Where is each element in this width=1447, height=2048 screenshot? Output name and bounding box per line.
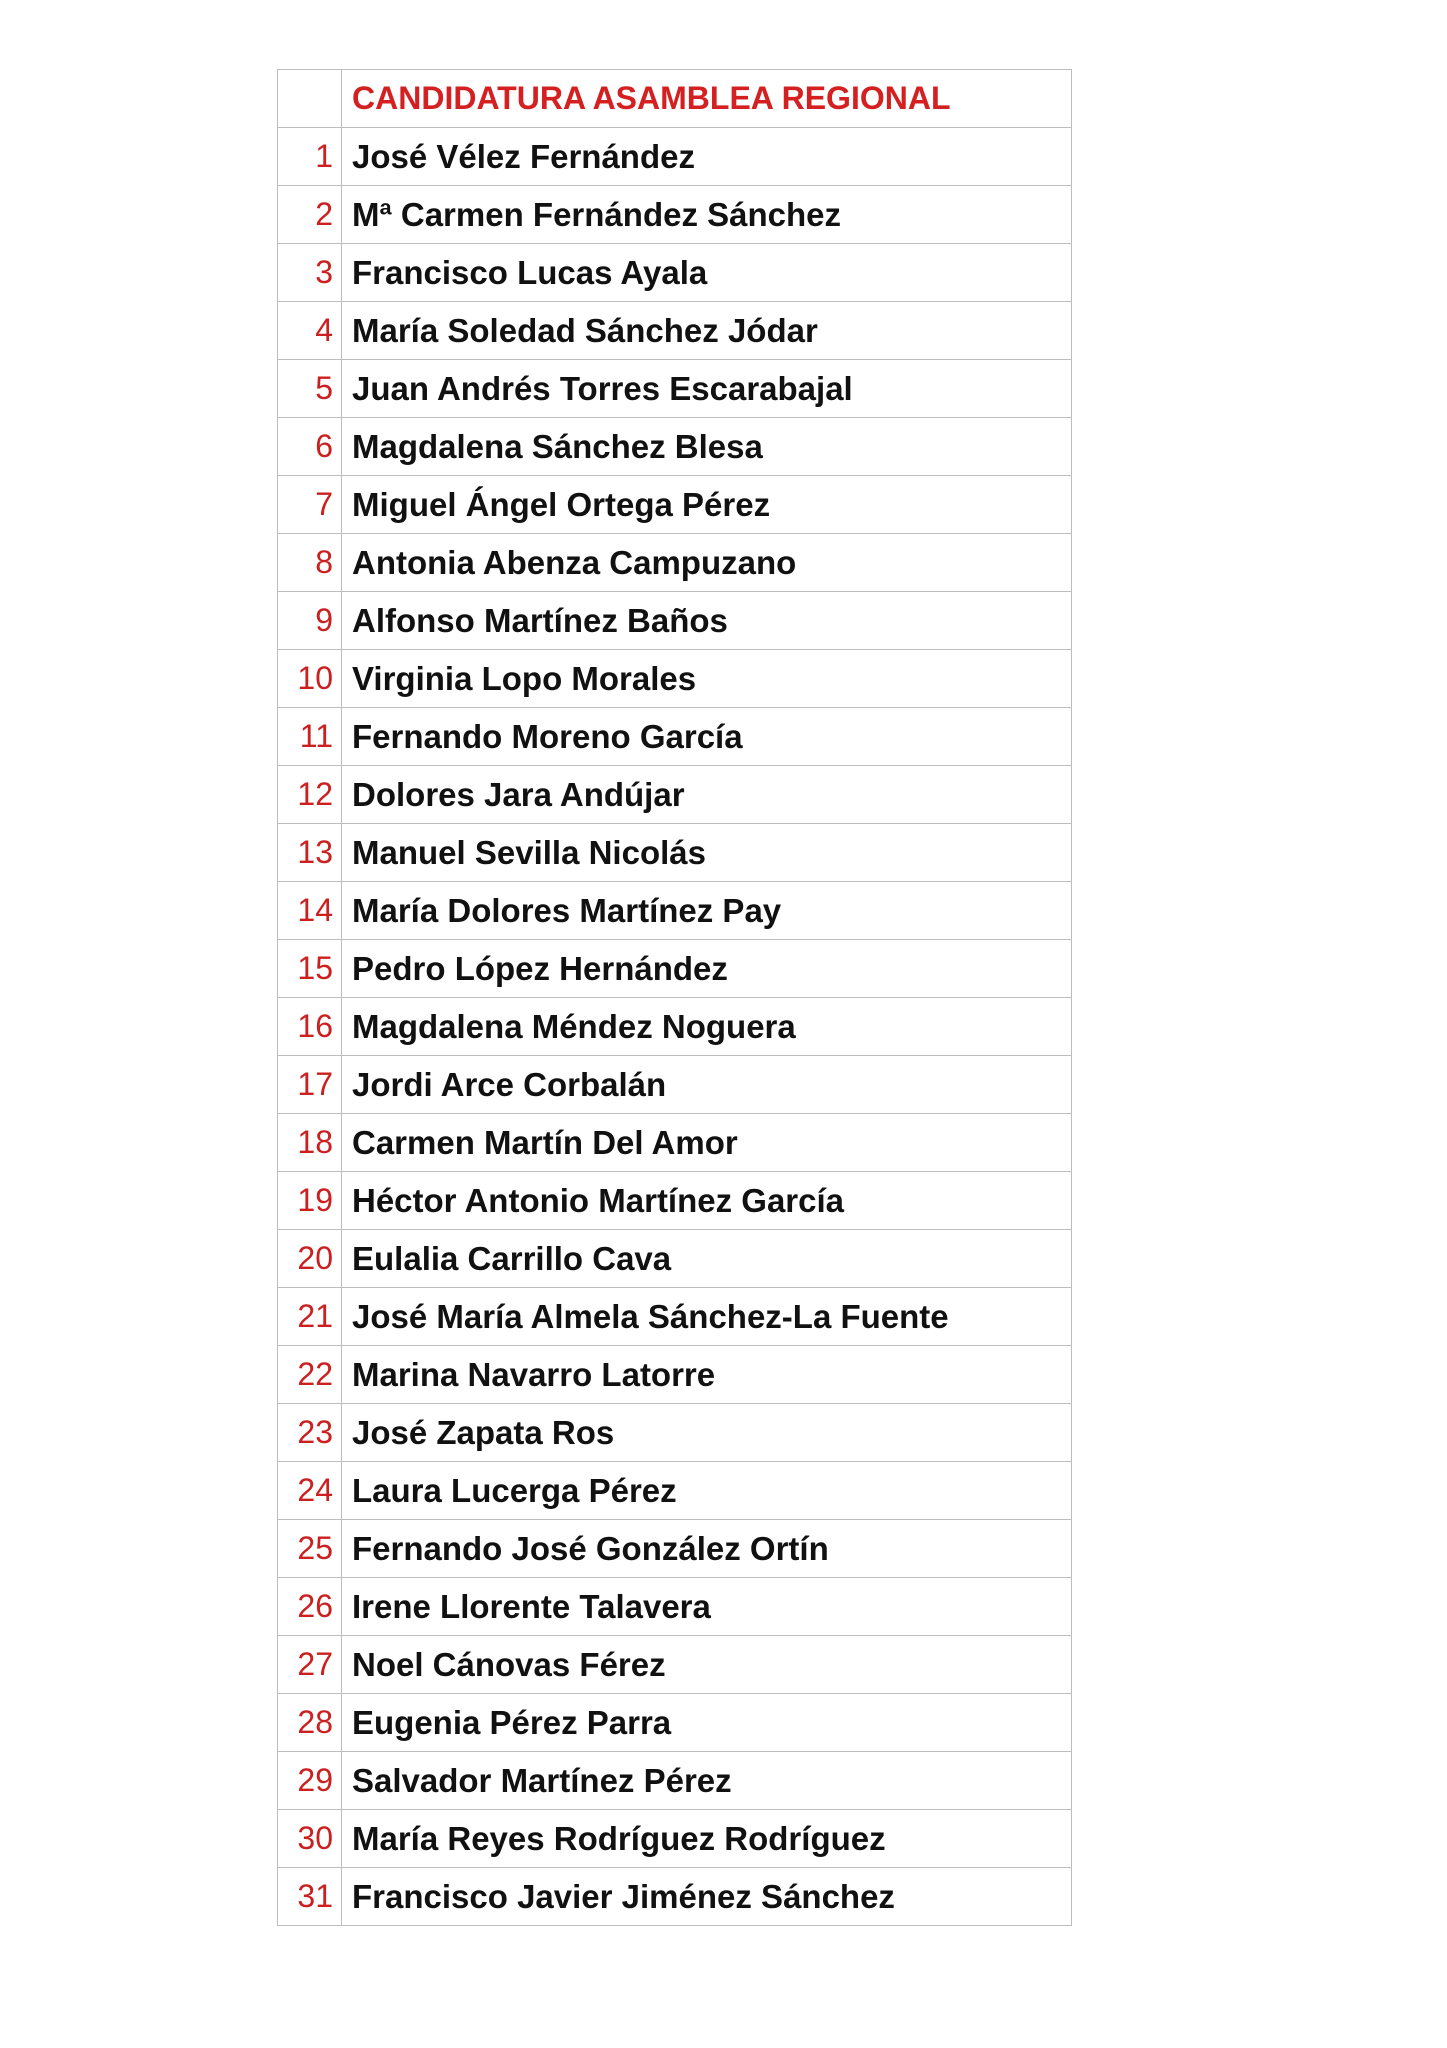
table-row	[278, 1520, 1072, 1578]
candidate-name: Virginia Lopo Morales	[342, 650, 1072, 708]
table-row	[278, 650, 1072, 708]
candidate-number: 27	[278, 1636, 342, 1694]
table-row	[278, 998, 1072, 1056]
table-row	[278, 186, 1072, 244]
candidate-name: Juan Andrés Torres Escarabajal	[342, 360, 1072, 418]
candidate-name: Alfonso Martínez Baños	[342, 592, 1072, 650]
candidates-table	[277, 69, 1072, 1926]
header-number-cell	[278, 70, 342, 128]
candidate-name: Dolores Jara Andújar	[342, 766, 1072, 824]
candidate-name: María Soledad Sánchez Jódar	[342, 302, 1072, 360]
candidate-number: 19	[278, 1172, 342, 1230]
candidate-name: Manuel Sevilla Nicolás	[342, 824, 1072, 882]
candidate-number: 22	[278, 1346, 342, 1404]
candidate-name: Miguel Ángel Ortega Pérez	[342, 476, 1072, 534]
candidate-name: Mª Carmen Fernández Sánchez	[342, 186, 1072, 244]
table-row	[278, 1578, 1072, 1636]
candidate-name: Antonia Abenza Campuzano	[342, 534, 1072, 592]
table-title: CANDIDATURA ASAMBLEA REGIONAL	[342, 70, 1072, 128]
candidate-name: Eulalia Carrillo Cava	[342, 1230, 1072, 1288]
candidate-number: 4	[278, 302, 342, 360]
table-row	[278, 1288, 1072, 1346]
table-row	[278, 418, 1072, 476]
candidate-number: 28	[278, 1694, 342, 1752]
candidate-number: 20	[278, 1230, 342, 1288]
candidate-number: 25	[278, 1520, 342, 1578]
table-row	[278, 1172, 1072, 1230]
candidate-name: Eugenia Pérez Parra	[342, 1694, 1072, 1752]
candidate-number: 13	[278, 824, 342, 882]
candidate-name: Francisco Lucas Ayala	[342, 244, 1072, 302]
candidate-number: 9	[278, 592, 342, 650]
table-row	[278, 1810, 1072, 1868]
table-row	[278, 824, 1072, 882]
candidate-number: 31	[278, 1868, 342, 1926]
candidate-number: 1	[278, 128, 342, 186]
candidate-number: 15	[278, 940, 342, 998]
candidate-number: 11	[278, 708, 342, 766]
header-row	[278, 70, 1072, 128]
candidate-number: 21	[278, 1288, 342, 1346]
candidate-number: 6	[278, 418, 342, 476]
candidate-name: Marina Navarro Latorre	[342, 1346, 1072, 1404]
table-row	[278, 534, 1072, 592]
table-row	[278, 766, 1072, 824]
table-row	[278, 476, 1072, 534]
table-row	[278, 1056, 1072, 1114]
table-row	[278, 128, 1072, 186]
candidate-number: 10	[278, 650, 342, 708]
candidate-name: María Dolores Martínez Pay	[342, 882, 1072, 940]
candidate-number: 24	[278, 1462, 342, 1520]
candidate-name: Noel Cánovas Férez	[342, 1636, 1072, 1694]
table-row	[278, 1462, 1072, 1520]
candidate-name: Magdalena Sánchez Blesa	[342, 418, 1072, 476]
candidate-name: Francisco Javier Jiménez Sánchez	[342, 1868, 1072, 1926]
candidate-number: 2	[278, 186, 342, 244]
candidate-number: 7	[278, 476, 342, 534]
candidate-number: 16	[278, 998, 342, 1056]
candidate-number: 30	[278, 1810, 342, 1868]
table-row	[278, 708, 1072, 766]
candidate-name: José Zapata Ros	[342, 1404, 1072, 1462]
candidate-number: 8	[278, 534, 342, 592]
table-row	[278, 244, 1072, 302]
table-body	[278, 70, 1072, 1926]
candidate-name: Héctor Antonio Martínez García	[342, 1172, 1072, 1230]
candidate-number: 29	[278, 1752, 342, 1810]
candidate-name: José María Almela Sánchez-La Fuente	[342, 1288, 1072, 1346]
table-row	[278, 1636, 1072, 1694]
candidate-name: Salvador Martínez Pérez	[342, 1752, 1072, 1810]
candidate-name: Pedro López Hernández	[342, 940, 1072, 998]
candidate-name: Fernando Moreno García	[342, 708, 1072, 766]
candidate-number: 3	[278, 244, 342, 302]
table-row	[278, 940, 1072, 998]
table-row	[278, 1230, 1072, 1288]
table-row	[278, 592, 1072, 650]
table-row	[278, 360, 1072, 418]
candidate-name: Magdalena Méndez Noguera	[342, 998, 1072, 1056]
table-row	[278, 1114, 1072, 1172]
table-row	[278, 1346, 1072, 1404]
table-row	[278, 302, 1072, 360]
table-row	[278, 882, 1072, 940]
table-row	[278, 1752, 1072, 1810]
candidate-number: 23	[278, 1404, 342, 1462]
table-row	[278, 1404, 1072, 1462]
candidate-name: Jordi Arce Corbalán	[342, 1056, 1072, 1114]
candidate-name: Carmen Martín Del Amor	[342, 1114, 1072, 1172]
candidate-number: 5	[278, 360, 342, 418]
candidate-name: Irene Llorente Talavera	[342, 1578, 1072, 1636]
candidate-number: 26	[278, 1578, 342, 1636]
candidate-name: María Reyes Rodríguez Rodríguez	[342, 1810, 1072, 1868]
candidate-name: José Vélez Fernández	[342, 128, 1072, 186]
candidate-name: Laura Lucerga Pérez	[342, 1462, 1072, 1520]
candidate-number: 14	[278, 882, 342, 940]
candidate-number: 18	[278, 1114, 342, 1172]
candidate-name: Fernando José González Ortín	[342, 1520, 1072, 1578]
candidate-number: 12	[278, 766, 342, 824]
candidate-number: 17	[278, 1056, 342, 1114]
table-row	[278, 1694, 1072, 1752]
table-row	[278, 1868, 1072, 1926]
